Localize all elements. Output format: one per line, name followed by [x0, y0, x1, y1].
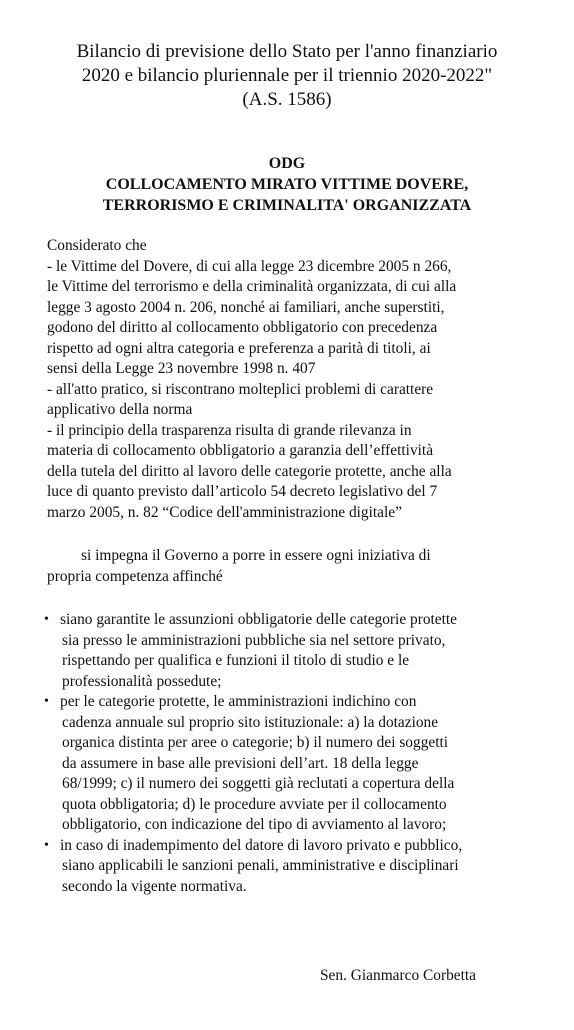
list-item-line: rispettando per qualifica e funzioni il titolo di studio e le: [62, 652, 410, 669]
list-item-line: siano garantite le assunzioni obbligatorie delle categorie protette: [60, 611, 458, 628]
heading-line: Bilancio di previsione dello Stato per l'anno finanziario: [76, 41, 498, 62]
premise-line: applicativo della norma: [47, 401, 193, 418]
premise-line: - il principio della trasparenza risulta di grande rilevanza in: [47, 421, 412, 439]
heading-line: (A.S. 1586): [242, 89, 332, 110]
premise-line: godono del diritto al collocamento obbligatorio con precedenza: [47, 319, 438, 336]
list-item-line: in caso di inadempimento del datore di lavoro privato e pubblico,: [60, 836, 463, 854]
premise-line: luce di quanto previsto dall’articolo 54 decreto legislativo del 7: [47, 483, 438, 500]
bullet-list: [44, 610, 556, 897]
premise-line: legge 3 agosto 2004 n. 206, nonché ai familiari, anche superstiti,: [47, 298, 445, 316]
document-heading: [30, 40, 544, 112]
list-item-line: da assumere in base alle previsioni dell’art. 18 della legge: [62, 754, 419, 772]
odg-label: ODG: [268, 155, 306, 172]
premise-line: le Vittime del terrorismo e della criminalità organizzata, di cui alla: [47, 278, 457, 295]
commitment-paragraph: [47, 546, 557, 587]
premise-line: rispetto ad ogni altra categoria e preferenza a parità di titoli, ai: [47, 339, 431, 357]
premise-line: Considerato che: [47, 237, 147, 254]
list-item-line: professionalità possedute;: [62, 672, 222, 690]
list-item: [44, 692, 556, 836]
list-item: [44, 610, 556, 692]
premise-line: della tutela del diritto al lavoro delle categorie protette, anche alla: [47, 462, 452, 480]
commitment-line: si impegna il Governo a porre in essere ogni iniziativa di: [81, 547, 431, 564]
list-item-line: secondo la vigente normativa.: [62, 877, 247, 895]
odg-title: [30, 153, 544, 216]
odg-subject-line: COLLOCAMENTO MIRATO VITTIME DOVERE,: [105, 176, 469, 193]
list-item: [44, 836, 556, 898]
bullet-icon: •: [44, 837, 49, 853]
premise-line: - all'atto pratico, si riscontrano molteplici problemi di carattere: [47, 380, 434, 398]
premise-line: marzo 2005, n. 82 “Codice dell'amministrazione digitale”: [47, 503, 402, 521]
premise-line: - le Vittime del Dovere, di cui alla legge 23 dicembre 2005 n 266,: [47, 257, 452, 275]
bullet-icon: •: [44, 612, 49, 627]
commitment-line: propria competenza affinché: [47, 567, 223, 585]
list-item-line: organica distinta per aree o categorie; b) il numero dei soggetti: [62, 734, 449, 751]
heading-line: 2020 e bilancio pluriennale per il triennio 2020-2022": [81, 65, 493, 86]
premise-line: materia di collocamento obbligatorio a garanzia dell’effettività: [47, 442, 434, 459]
list-item-line: quota obbligatoria; d) le procedure avviate per il collocamento: [62, 795, 447, 813]
list-item-line: obbligatorio, con indicazione del tipo di avviamento al lavoro;: [62, 816, 447, 833]
list-item-line: 68/1999; c) il numero dei soggetti già reclutati a copertura della: [62, 775, 455, 792]
bullet-icon: •: [44, 694, 49, 709]
list-item-line: per le categorie protette, le amministrazioni indichino con: [60, 693, 417, 710]
signature: Sen. Gianmarco Corbetta: [320, 967, 476, 984]
odg-subject-line: TERRORISMO E CRIMINALITA' ORGANIZZATA: [102, 197, 472, 214]
list-item-line: siano applicabili le sanzioni penali, amministrative e disciplinari: [62, 857, 459, 874]
premise-section: [47, 236, 557, 523]
list-item-line: sia presso le amministrazioni pubbliche sia nel settore privato,: [62, 631, 446, 649]
list-item-line: cadenza annuale sul proprio sito istituzionale: a) la dotazione: [62, 713, 439, 731]
premise-line: sensi della Legge 23 novembre 1998 n. 407: [47, 360, 316, 377]
